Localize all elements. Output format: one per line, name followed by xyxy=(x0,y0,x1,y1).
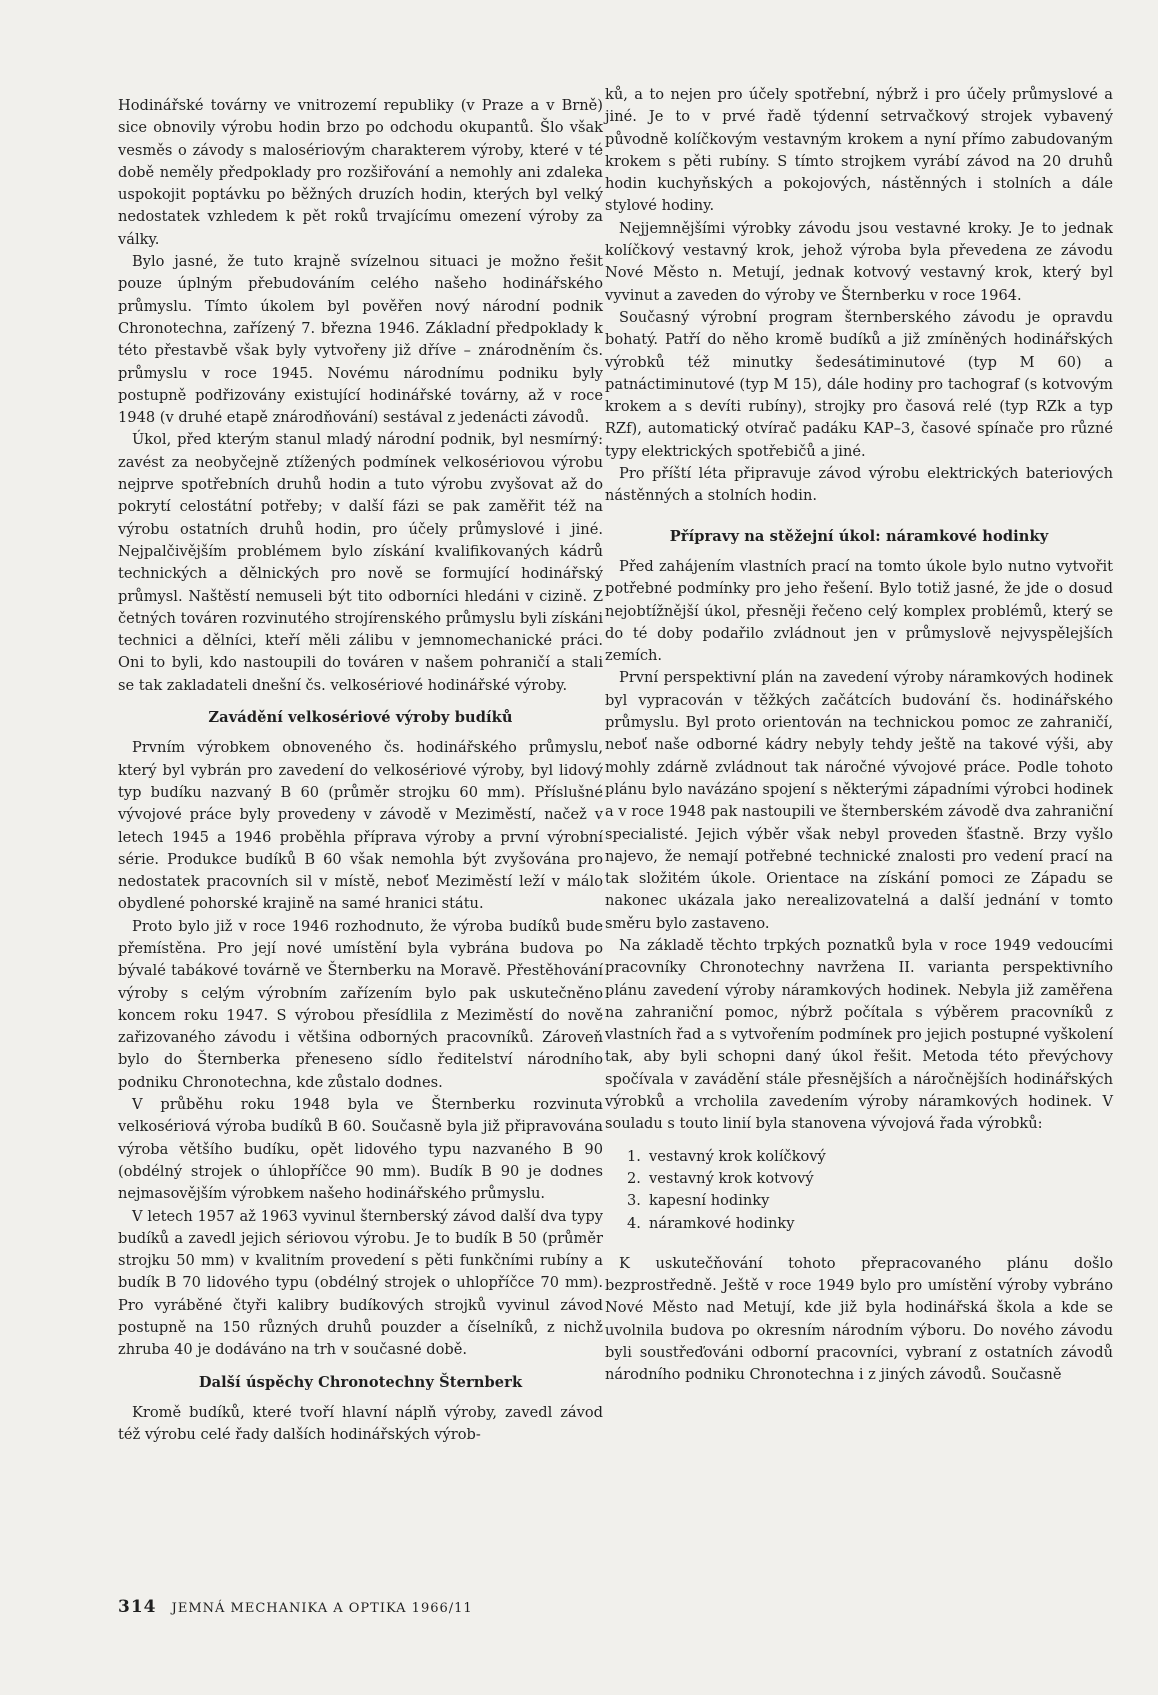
paragraph: V letech 1957 až 1963 vyvinul šternberský závod další dva typy budíků a zavedl jejich sériovou výrobu. Je to budík B 50 (průměr strojku 50 mm) v kvalitním provedení s pěti funkčními rubíny a budík B 70 lidového typu (obdélný strojek o uhlopříčce 70 mm). Pro vyráběné čtyři kalibry budíkových strojků vyvinul závod postupně na 150 různých druhů pouzder a číselníků, z nichž zhruba 40 je dodáváno na trh v současné době. xyxy=(118,1207,603,1359)
paragraph: Na základě těchto trpkých poznatků byla v roce 1949 vedoucími pracovníky Chronotechny navržena II. varianta perspektivního plánu zavedení výroby náramkových hodinek. Nebyla již zaměřena na zahraniční pomoc, nýbrž počítala s výběrem pracovníků z vlastních řad a s vytvořením podmínek pro jejich postupné vyškolení tak, aby byli schopni daný úkol řešit. Metoda této převýchovy spočívala v zavádění stále přesnějších a náročnějších hodinářských výrobků a vrcholila zavedením výroby náramkových hodinek. V souladu s touto linií byla stanovena vývojová řada výrobků: xyxy=(605,936,1113,1133)
section-heading: Přípravy na stěžejní úkol: náramkové hodinky xyxy=(669,527,1049,545)
paragraph: Kromě budíků, které tvoří hlavní náplň výroby, zavedl závod též výrobu celé řady dalších hodinářských výrob- xyxy=(118,1403,603,1444)
product-sequence-list xyxy=(627,1146,1113,1235)
journal-title: JEMNÁ MECHANIKA A OPTIKA 1966/11 xyxy=(171,1601,473,1616)
paragraph: První perspektivní plán na zavedení výroby náramkových hodinek byl vypracován v těžkých začátcích budování čs. hodinářského průmyslu. Byl proto orientován na technickou pomoc ze zahraničí, neboť naše odborné kádry nebyly tehdy ještě na takové výši, aby mohly zdárně zvládnout tak náročné vývojové práce. Podle tohoto plánu bylo navázáno spojení s některými západními výrobci hodinek a v roce 1948 pak nastoupili ve šternberském závodě dva zahraniční specialisté. Jejich výběr však nebyl proveden šťastně. Brzy vyšlo najevo, že nemají potřebné technické znalosti pro vedení prací na tak složitém úkole. Orientace na získání pomoci ze Západu se nakonec ukázala jako nerealizovatelná a další jednání v tomto směru bylo zastaveno. xyxy=(605,669,1113,932)
list-item: 1. vestavný krok kolíčkový xyxy=(627,1147,826,1165)
paragraph: V průběhu roku 1948 byla ve Šternberku rozvinuta velkosériová výroba budíků B 60. Současně byla již připravována výroba většího budíku, opět lidového typu nazvaného B 90 (obdélný strojek o úhlopříčce 90 mm). Budík B 90 je dodnes nejmasovějším výrobkem našeho hodinářského průmyslu. xyxy=(118,1096,603,1203)
paragraph: Proto bylo již v roce 1946 rozhodnuto, že výroba budíků bude přemístěna. Pro její nové umístění byla vybrána budova po bývalé tabákové továrně ve Šternberku na Moravě. Přestěhování výroby s celým výrobním zařízením bylo pak uskutečněno koncem roku 1947. S výrobou přesídlila z Meziměstí do nově zařizovaného závodu i většina odborných pracovníků. Zároveň bylo do Šternberka přeneseno sídlo ředitelství národního podniku Chronotechna, kde zůstalo dodnes. xyxy=(118,917,603,1091)
paragraph: Před zahájením vlastních prací na tomto úkole bylo nutno vytvořit potřebné podmínky pro jeho řešení. Bylo totiž jasné, že jde o dosud nejobtížnější úkol, přesněji řečeno celý komplex problémů, který se do té doby podařilo zvládnout jen v průmyslově nejvyspělejších zemích. xyxy=(605,557,1113,665)
page-footer xyxy=(118,1597,473,1617)
list-item: 3. kapesní hodinky xyxy=(627,1192,770,1210)
section-heading: Zavádění velkosériové výroby budíků xyxy=(208,709,513,727)
paragraph: K uskutečňování tohoto přepracovaného plánu došlo bezprostředně. Ještě v roce 1949 bylo pro umístění výroby vybráno Nové Město nad Metují, kde již byla hodinářská škola a kde se uvolnila budova po okresním národním výboru. Do nového závodu byli soustřeďováni odborní pracovníci, vybraní z ostatních závodů národního podniku Chronotechna i z jiných závodů. Současně xyxy=(605,1254,1113,1384)
paragraph: Pro příští léta připravuje závod výrobu elektrických bateriových nástěnných a stolních hodin. xyxy=(605,465,1113,505)
paragraph: Bylo jasné, že tuto krajně svízelnou situaci je možno řešit pouze úplným přebudováním celého našeho hodinářského průmyslu. Tímto úkolem byl pověřen nový národní podnik Chronotechna, zařízený 7. března 1946. Základní předpoklady k této přestavbě však byly vytvořeny již dříve – znárodněním čs. průmyslu v roce 1945. Novému národnímu podniku byly postupně podřizovány existující hodinářské továrny, až v roce 1948 (v druhé etapě znárodňování) sestával z jedenácti závodů. xyxy=(118,253,603,427)
paragraph: Současný výrobní program šternberského závodu je opravdu bohatý. Patří do něho kromě budíků a již zmíněných hodinářských výrobků též minutky šedesátiminutové (typ M 60) a patnáctiminutové (typ M 15), dále hodiny pro tachograf (s kotvovým krokem a s devíti rubíny), strojky pro časová relé (typ RZk a typ RZf), automatický otvírač padáku KAP–3, časové spínače pro různé typy elektrických spotřebičů a jiné. xyxy=(605,308,1113,460)
list-item: 4. náramkové hodinky xyxy=(627,1214,795,1232)
list-item: 2. vestavný krok kotvový xyxy=(627,1169,814,1187)
paragraph: ků, a to nejen pro účely spotřební, nýbrž i pro účely průmyslové a jiné. Je to v prvé řadě týdenní setrvačkový strojek vybavený původně kolíčkovým vestavným krokem a nyní přímo zabudovaným krokem s pěti rubíny. S tímto strojkem vyrábí závod na 20 druhů hodin kuchyňských a pokojových, nástěnných i stolních a dále stylové hodiny. xyxy=(605,86,1113,215)
paragraph: Prvním výrobkem obnoveného čs. hodinářského průmyslu, který byl vybrán pro zavedení do velkosériové výroby, byl lidový typ budíku nazvaný B 60 (průměr strojku 60 mm). Příslušné vývojové práce byly provedeny v závodě v Meziměstí, načež v letech 1945 a 1946 proběhla příprava výroby a první výrobní série. Produkce budíků B 60 však nemohla být zvyšována pro nedostatek pracovních sil v místě, neboť Meziměstí leží v málo obydlené pohorské krajině na samé hranici státu. xyxy=(118,739,603,913)
page-number: 314 xyxy=(118,1597,157,1617)
left-column xyxy=(118,95,603,1447)
paragraph: Nejjemnějšími výrobky závodu jsou vestavné kroky. Je to jednak kolíčkový vestavný krok, jehož výroba byla převedena ze závodu Nové Město n. Metují, jednak kotvový vestavný krok, který byl vyvinut a zaveden do výroby ve Šternberku v roce 1964. xyxy=(605,219,1113,304)
paragraph: Úkol, před kterým stanul mladý národní podnik, byl nesmírný: zavést za neobyčejně ztížených podmínek velkosériovou výrobu nejprve spotřebních druhů hodin a tuto výrobu zvyšovat až do pokrytí celostátní potřeby; v další fázi se pak zaměřit též na výrobu ostatních druhů hodin, pro účely průmyslové i jiné. Nejpalčivějším problémem bylo získání kvalifikovaných kádrů technických a dělnických pro nově se formující hodinářský průmysl. Naštěstí nemuseli být tito odborníci hledáni v cizině. Z četných továren rozvinutého strojírenského průmyslu byli získáni technici a dělníci, kteří měli zálibu v jemnomechanické práci. Oni to byli, kdo nastoupili do továren v našem pohraničí a stali se tak zakladateli dnešní čs. velkosériové hodinářské výroby. xyxy=(118,431,603,694)
paragraph: Hodinářské továrny ve vnitrozemí republiky (v Praze a v Brně) sice obnovily výrobu hodin brzo po odchodu okupantů. Šlo však vesměs o závody s malosériovým charakterem výroby, které v té době neměly předpoklady pro rozšiřování a nemohly ani zdaleka uspokojit poptávku po běžných druzích hodin, kterých byl velký nedostatek vzhledem k pět roků trvajícímu omezení výroby za války. xyxy=(118,97,603,248)
right-column xyxy=(605,84,1113,1387)
section-heading: Další úspěchy Chronotechny Šternberk xyxy=(198,1373,523,1391)
